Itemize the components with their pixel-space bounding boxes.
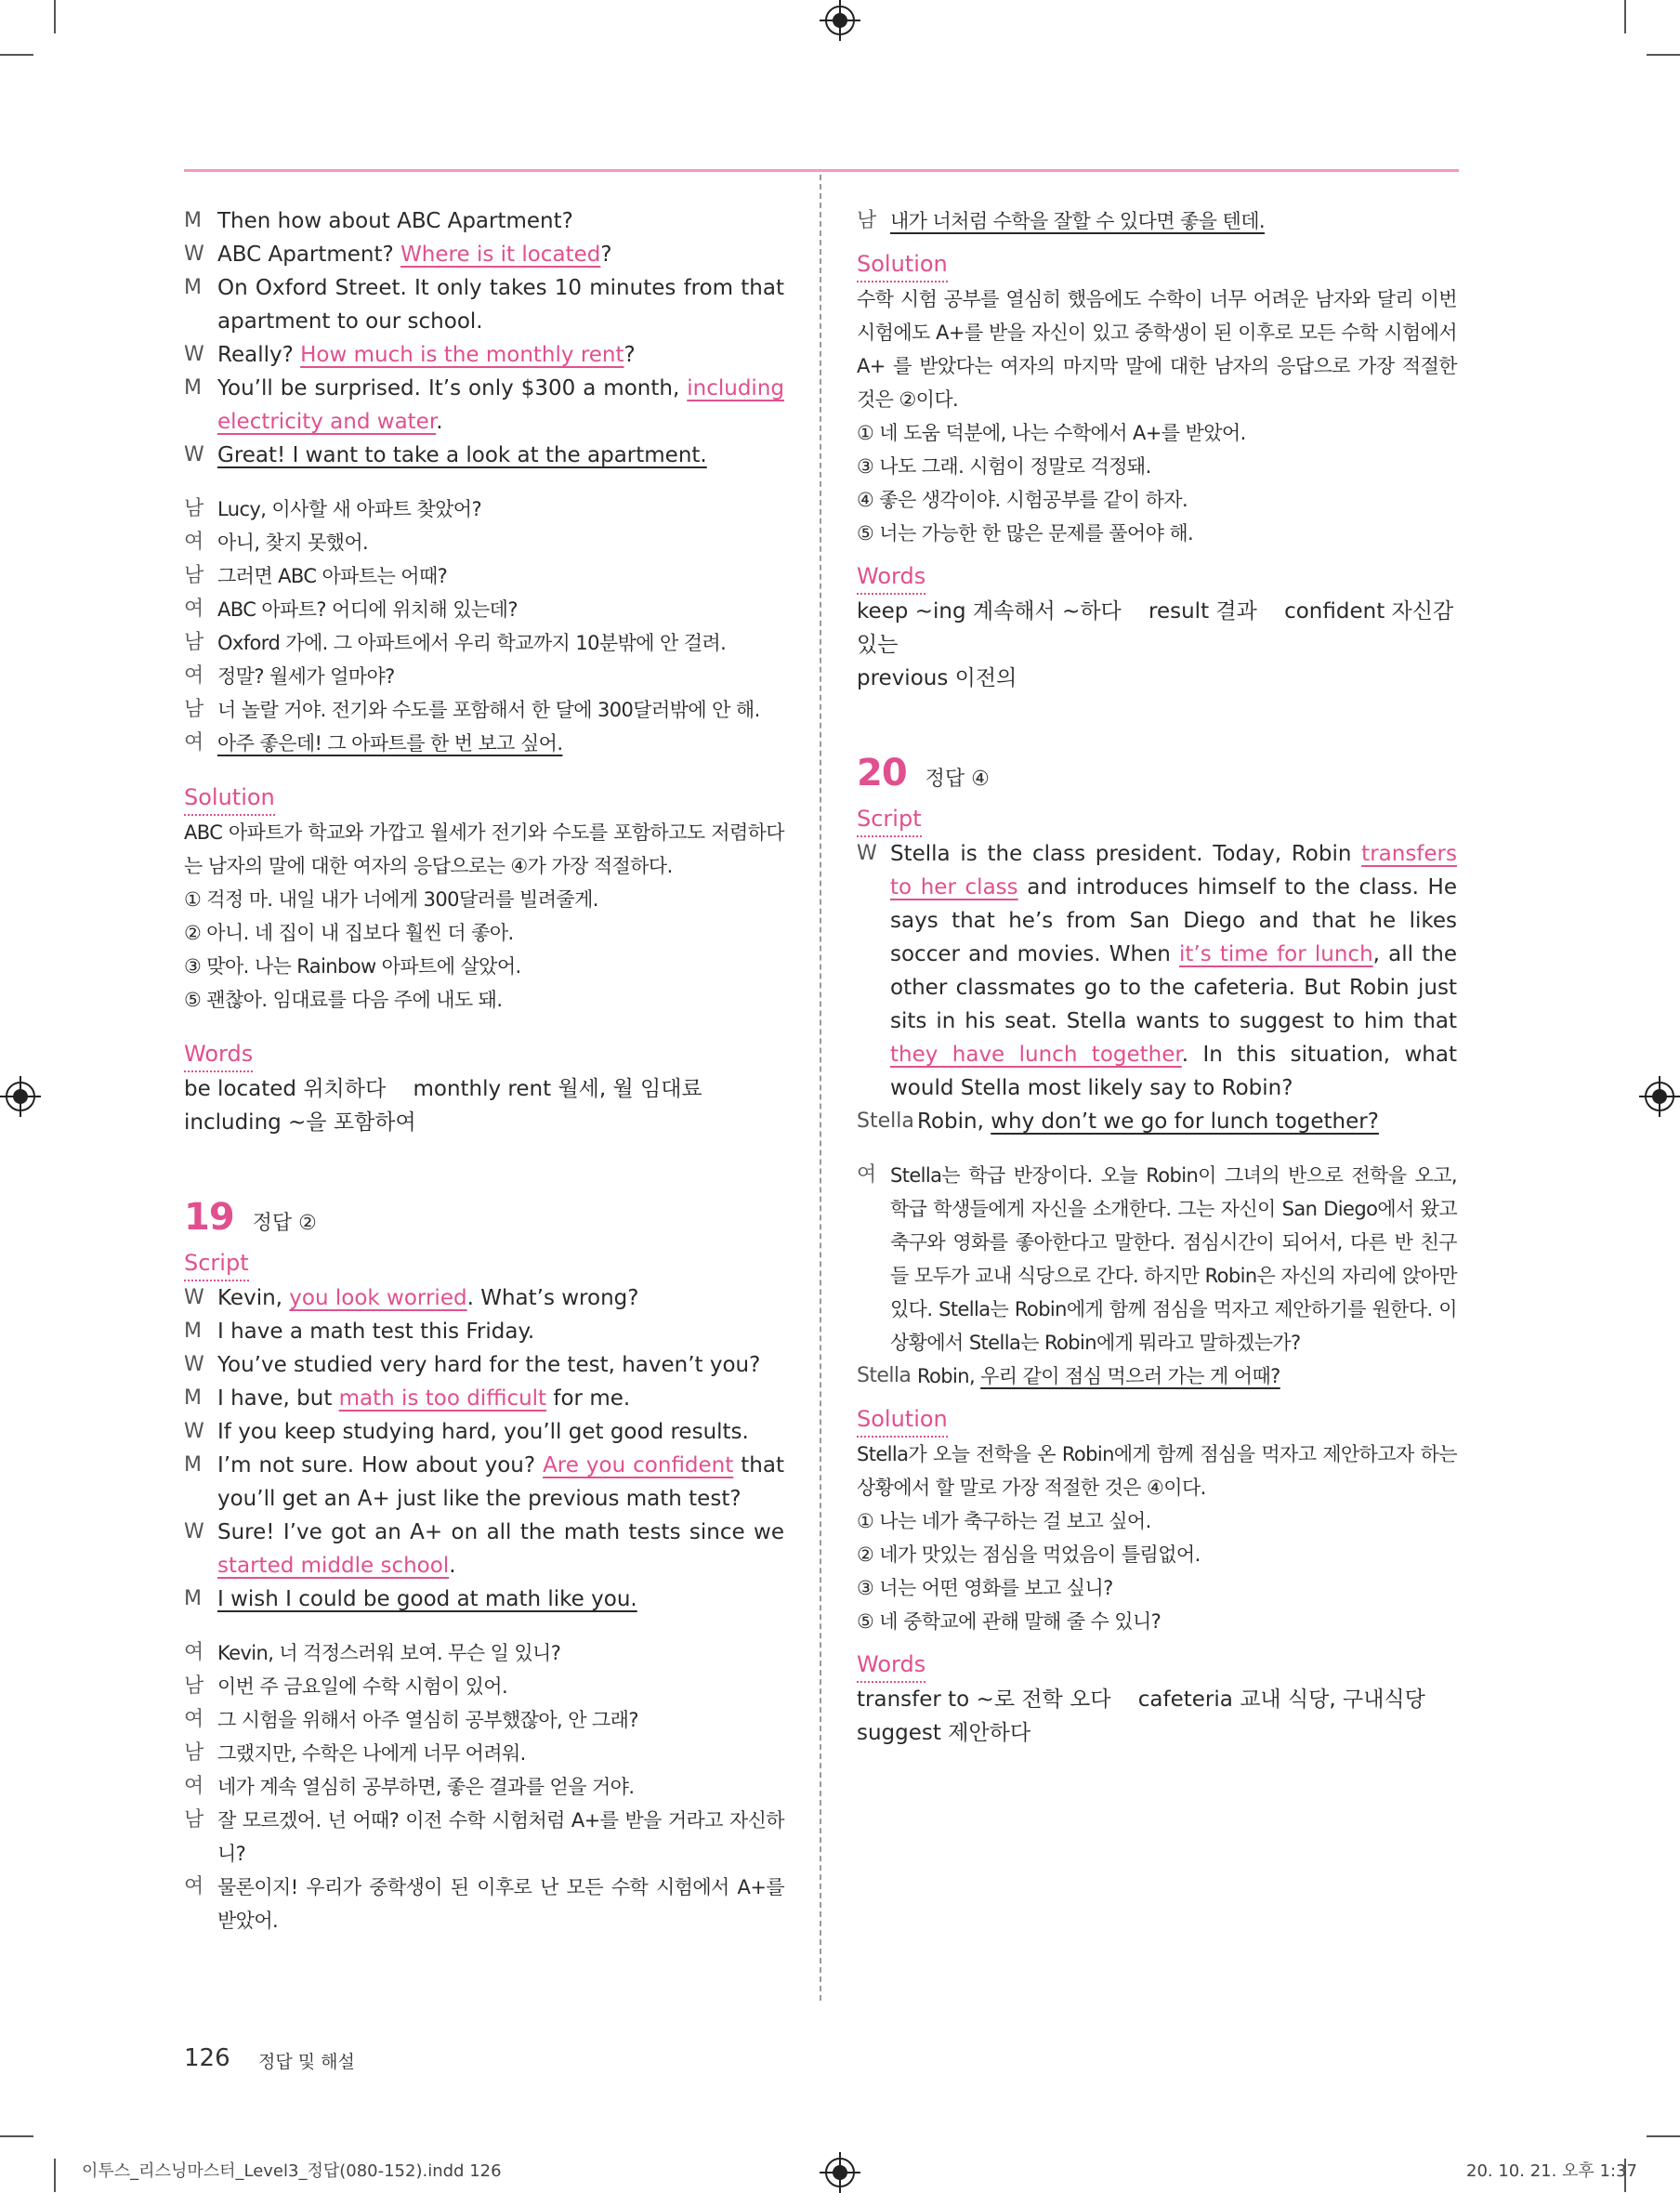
speaker-label: W [184,1420,204,1443]
speaker-label: M [184,1587,202,1610]
dialogue-line [184,271,784,338]
q18-words [184,1072,784,1139]
dialogue-line [184,693,784,727]
text-run: I have, but [217,1386,339,1411]
dialogue-line [184,238,784,271]
line-text [217,1770,784,1804]
dialogue-line [184,204,784,238]
speaker-label: W [857,842,877,865]
line-text [217,1737,784,1770]
question-number: 19 [184,1196,234,1239]
q19-words [857,595,1457,695]
speaker-label: W [184,443,204,466]
key-phrase: including electricity and water [217,376,784,434]
q18-solution [184,816,784,1017]
key-phrase: it’s time for lunch [1179,942,1373,966]
speaker-label: 남 [184,497,203,520]
solution-line: Stella가 오늘 전학을 온 Robin에게 함께 점심을 먹자고 제안하고자 하는 상황에서 할 말로 가장 적절한 것은 ④이다. [857,1443,1457,1499]
key-phrase: How much is the monthly rent [300,343,624,367]
line-text [217,1348,784,1382]
dialogue-line [184,626,784,660]
speaker-label: 남 [857,209,876,232]
word-entry: suggest 제안하다 [857,1721,1031,1745]
line-text [217,626,784,660]
text-run: Oxford 가에. 그 아파트에서 우리 학교까지 10분밖에 안 걸려. [217,632,727,654]
key-phrase: you look worried [289,1286,467,1310]
text-run: You’ve studied very hard for the test, haven’t you? [217,1353,761,1377]
registration-mark-icon [6,1082,35,1111]
line-text [217,372,784,439]
dialogue-line [184,1670,784,1703]
speaker-label: 여 [857,1163,876,1187]
key-phrase: Are you confident [543,1453,734,1477]
dialogue-line [184,1636,784,1670]
word-entry: keep ~ing 계속해서 ~하다 [857,599,1122,624]
word-entry: be located 위치하다 [184,1077,387,1101]
q20-translation [857,1159,1457,1359]
text-run: . What’s wrong? [466,1286,639,1310]
q20-words-heading: Words [857,1648,925,1683]
text-run: 이번 주 금요일에 수학 시험이 있어. [217,1675,508,1698]
registration-mark-icon [825,6,855,35]
speaker-label: 여 [184,1708,203,1731]
q20-solution-heading: Solution [857,1402,948,1438]
solution-line: ③ 맞아. 나는 Rainbow 아파트에 살았어. [184,955,521,978]
speaker-label: W [184,1286,204,1309]
word-entry: including ~을 포함하여 [184,1110,416,1135]
dialogue-line [184,1804,784,1871]
q19-script-heading: Script [184,1246,249,1281]
speaker-label: Stella [857,1110,914,1133]
left-column [184,204,784,1937]
q19-header [184,1195,784,1246]
speaker-label: 남 [184,698,203,721]
answer-phrase: I wish I could be good at math like you. [217,1587,637,1611]
crop-mark [1647,2135,1680,2137]
text-run: 너 놀랄 거야. 전기와 수도를 포함해서 한 달에 300달러밖에 안 해. [217,699,760,721]
line-text [217,1871,784,1937]
speaker-label: M [184,276,202,299]
solution-line: ⑤ 네 중학교에 관해 말해 줄 수 있니? [857,1610,1162,1633]
dialogue-line [184,439,784,472]
dialogue-line [184,372,784,439]
right-column [857,204,1457,1750]
text-run: . [449,1554,456,1578]
dialogue-line [857,204,1457,238]
speaker-label: W [184,1520,204,1543]
text-run: . In this situation, what would Stella most likely say to Robin? [890,1043,1457,1100]
line-text [890,204,1457,238]
q19-solution-heading: Solution [857,247,948,282]
dialogue-line [184,1703,784,1737]
line-text [217,1703,784,1737]
text-run: and introduces himself to the class. He says that he’s from San Diego and that he likes soccer and movies. When [890,875,1457,966]
dialogue-line [184,1382,784,1415]
speaker-label: Stella [857,1364,912,1387]
dialogue-line [184,593,784,626]
line-text [217,238,784,271]
solution-line: ④ 좋은 생각이야. 시험공부를 같이 하자. [857,489,1188,511]
line-text [917,1105,1457,1138]
solution-line: ③ 나도 그래. 시험이 정말로 걱정돼. [857,455,1151,478]
dialogue-line [184,727,784,760]
answer-label: 정답 ④ [925,768,990,791]
text-run: 그 시험을 위해서 아주 열심히 공부했잖아, 안 그래? [217,1709,638,1731]
key-phrase: Where is it located [400,243,601,267]
text-run: 그러면 ABC 아파트는 어때? [217,565,448,587]
text-run: Sure! I’ve got an A+ on all the math tests since we [217,1520,784,1544]
q19-words-heading: Words [857,559,925,595]
q18-solution-heading: Solution [184,781,275,816]
key-phrase: transfers to her class [890,842,1457,900]
answer-label: 정답 ② [252,1212,317,1235]
solution-line: ① 네 도움 덕분에, 나는 수학에서 A+를 받았어. [857,422,1246,444]
q19-translation-end [857,204,1457,238]
text-run: for me. [546,1386,631,1411]
answer-phrase: Great! I want to take a look at the apartment. [217,443,707,467]
crop-mark [0,2135,33,2137]
section-label: 정답 및 해설 [258,2052,355,2072]
solution-line: ⑤ 너는 가능한 한 많은 문제를 풀어야 해. [857,522,1194,545]
speaker-label: M [184,1453,202,1477]
text-run: ? [623,343,636,367]
key-phrase: math is too difficult [338,1386,547,1411]
dialogue-line [184,1871,784,1937]
crop-mark [1647,54,1680,56]
speaker-label: W [184,243,204,266]
text-run: Kevin, [217,1286,290,1310]
q18-words-heading: Words [184,1037,253,1072]
line-text [217,1670,784,1703]
line-text [217,439,784,472]
word-entry: transfer to ~로 전학 오다 [857,1687,1111,1712]
page-number: 126 [184,2044,230,2072]
text-run: I have a math test this Friday. [217,1320,535,1344]
text-run: On Oxford Street. It only takes 10 minutes from that apartment to our school. [217,276,784,334]
text-run: 정말? 월세가 얼마야? [217,665,395,688]
solution-line: ③ 너는 어떤 영화를 보고 싶니? [857,1577,1113,1599]
line-text [890,837,1457,1105]
dialogue-line [184,338,784,372]
registration-mark-icon [1645,1082,1674,1111]
q18-dialogue [184,204,784,472]
word-entry: cafeteria 교내 식당, 구내식당 [1137,1687,1425,1712]
speaker-label: 남 [184,564,203,587]
dialogue-line [184,660,784,693]
text-run: Robin, [917,1110,991,1134]
line-text [217,1636,784,1670]
line-text [217,1449,784,1516]
dialogue-line [184,526,784,559]
answer-phrase: 우리 같이 점심 먹으러 가는 게 어때? [980,1365,1280,1387]
text-run: Stella는 학급 반장이다. 오늘 Robin이 그녀의 반으로 전학을 오고, 학급 학생들에게 자신을 소개한다. 그는 자신이 San Diego에서 왔고 축구와 영화를 좋아한다고 말한다. 점심시간이 되어서, 다른 반 친구들 모두가 교내 식당으로 간다. 하지만 Robin은 자신의 자리에 앉아만 있다. Stella는 Robin에게 함께 점심을 먹자고 제안하기를 원한다. 이 상황에서 Stella는 Robin에게 뭐라고 말하겠는가? [890,1164,1457,1354]
line-text [217,727,784,760]
word-entry: confident 자신감 있는 [857,599,1454,657]
q18-translation [184,492,784,760]
word-entry: result 결과 [1148,599,1257,624]
solution-line: ① 걱정 마. 내일 내가 너에게 300달러를 빌려줄게. [184,888,598,911]
text-run: 아니, 찾지 못했어. [217,532,369,554]
line-text [217,492,784,526]
speaker-label: 남 [184,1808,203,1832]
text-run: Robin, [917,1365,981,1387]
answer-phrase: 내가 너처럼 수학을 잘할 수 있다면 좋을 텐데. [890,210,1265,232]
line-text [217,338,784,372]
text-run: Then how about ABC Apartment? [217,209,573,233]
dialogue-line [857,1159,1457,1359]
q20-header [857,751,1457,802]
speaker-label: 남 [184,631,203,654]
dialogue-line [857,837,1457,1105]
registration-mark-icon [825,2158,855,2187]
line-text [217,271,784,338]
dialogue-line [184,1449,784,1516]
question-number: 20 [857,752,907,794]
header-rule [184,169,1459,172]
q19-solution [857,282,1457,550]
speaker-label: 여 [184,664,203,688]
dialogue-line [184,1737,784,1770]
crop-mark [1624,0,1626,33]
line-text [217,660,784,693]
crop-mark [54,2159,56,2192]
slug-filename: 이투스_리스닝마스터_Level3_정답(080-152).indd 126 [82,2161,502,2181]
dialogue-line [184,1315,784,1348]
text-run: Kevin, 너 걱정스러워 보여. 무슨 일 있니? [217,1642,561,1664]
line-text [217,559,784,593]
text-run: 네가 계속 열심히 공부하면, 좋은 결과를 얻을 거야. [217,1776,635,1798]
solution-line: 수학 시험 공부를 열심히 했음에도 수학이 너무 어려운 남자와 달리 이번 시험에도 A+를 받을 자신이 있고 중학생이 된 이후로 모든 수학 시험에서 A+ 를 받았다는 여자의 마지막 말에 대한 남자의 응답으로 가장 적절한 것은 ②이다. [857,288,1457,411]
text-run: that you’ll get an A+ just like the previous math test? [217,1453,784,1511]
q19-translation [184,1636,784,1937]
dialogue-line [857,1105,1457,1138]
speaker-label: M [184,209,202,232]
dialogue-line [184,1348,784,1382]
dialogue-line [184,559,784,593]
text-run: , all the other classmates go to the cafeteria. But Robin just sits in his seat. Stella wants to suggest to him that [890,942,1458,1033]
dialogue-line [184,1770,784,1804]
text-run: Stella is the class president. Today, Robin [890,842,1362,866]
dialogue-line [184,1516,784,1582]
q20-stella-line-kr [857,1359,1457,1393]
q20-solution [857,1438,1457,1638]
column-divider [820,175,821,2001]
text-run: Lucy, 이사할 새 아파트 찾았어? [217,498,481,520]
solution-line: ① 나는 네가 축구하는 걸 보고 싶어. [857,1510,1151,1532]
dialogue-line [184,1281,784,1315]
q20-script-heading: Script [857,802,922,837]
speaker-label: 여 [184,597,203,621]
line-text [217,1382,784,1415]
slug-date: 20. 10. 21. 오후 1:37 [1466,2161,1637,2181]
line-text [217,1516,784,1582]
word-entry: monthly rent 월세, 월 임대료 [413,1077,702,1101]
text-run: 물론이지! 우리가 중학생이 된 이후로 난 모든 수학 시험에서 A+를 받았어. [217,1876,784,1932]
speaker-label: W [184,343,204,366]
crop-mark [54,0,56,33]
q20-words [857,1683,1457,1750]
line-text [217,693,784,727]
speaker-label: 여 [184,731,203,755]
key-phrase: started middle school [217,1554,450,1578]
line-text [217,1804,784,1871]
text-run: . [436,410,443,434]
solution-line: ② 아니. 네 집이 내 집보다 훨씬 더 좋아. [184,922,514,944]
text-run: Really? [217,343,301,367]
speaker-label: 여 [184,1875,203,1898]
crop-mark [0,54,33,56]
dialogue-line [184,492,784,526]
q20-stella-line [857,1105,1457,1138]
answer-phrase: why don’t we go for lunch together? [991,1110,1379,1134]
speaker-label: W [184,1353,204,1376]
text-run: 잘 모르겠어. 넌 어때? 이전 수학 시험처럼 A+를 받을 거라고 자신하니? [217,1809,784,1865]
speaker-label: M [184,1386,202,1410]
text-run: ? [600,243,612,267]
speaker-label: M [184,1320,202,1343]
q19-dialogue [184,1281,784,1616]
text-run: I’m not sure. How about you? [217,1453,544,1477]
speaker-label: 남 [184,1741,203,1765]
speaker-label: 여 [184,1641,203,1664]
text-run: You’ll be surprised. It’s only $300 a month, [217,376,688,401]
solution-line: ABC 아파트가 학교와 가깝고 월세가 전기와 수도를 포함하고도 저렴하다는 남자의 말에 대한 여자의 응답으로는 ④가 가장 적절하다. [184,821,784,877]
solution-line: ② 네가 맛있는 점심을 먹었음이 틀림없어. [857,1543,1201,1566]
line-text [217,204,784,238]
word-entry: previous 이전의 [857,666,1017,690]
text-run: If you keep studying hard, you’ll get good results. [217,1420,749,1444]
text-run: ABC 아파트? 어디에 위치해 있는데? [217,598,518,621]
answer-phrase: 아주 좋은데! 그 아파트를 한 번 보고 싶어. [217,732,563,755]
q20-narration [857,837,1457,1105]
line-text [890,1159,1457,1359]
solution-line: ⑤ 괜찮아. 임대료를 다음 주에 내도 돼. [184,989,503,1011]
speaker-label: 남 [184,1674,203,1698]
text-run: ABC Apartment? [217,243,401,267]
text-run: 그랬지만, 수학은 나에게 너무 어려워. [217,1742,526,1765]
line-text [917,1359,1457,1393]
line-text [217,1415,784,1449]
line-text [217,1281,784,1315]
line-text [217,593,784,626]
speaker-label: 여 [184,1775,203,1798]
speaker-label: M [184,376,202,400]
line-text [217,526,784,559]
line-text [217,1582,784,1616]
speaker-label: 여 [184,531,203,554]
line-text [217,1315,784,1348]
dialogue-line [184,1415,784,1449]
dialogue-line [857,1359,1457,1393]
key-phrase: they have lunch together [890,1043,1182,1067]
dialogue-line [184,1582,784,1616]
